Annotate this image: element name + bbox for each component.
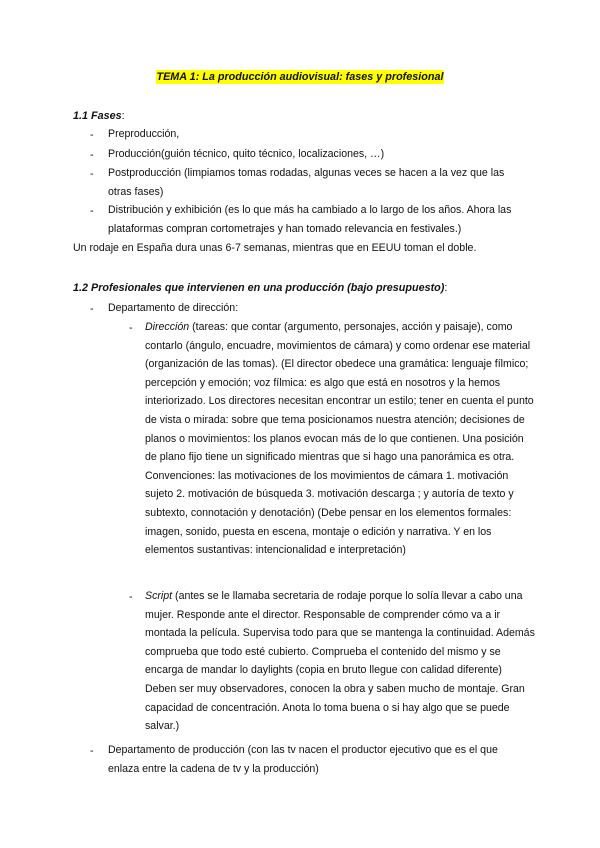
bullet-dash: - [129, 322, 133, 334]
section-heading-profesionales-text: 1.2 Profesionales que intervienen en una producción (bajo presupuesto) [73, 282, 445, 294]
direccion-text: (tareas: que contar (argumento, personajes, acción y paisaje), como contarlo (ángulo, encuadre, movimientos de cámara) y como ordenar ese material (organización de las tomas). (El director obedece una gramática: lenguaje fílmico; percepción y emoción; voz fílmica: es algo que está en nosotros y la hemos interiorizado. Los directores necesitan encontrar un estilo; tener en cuenta el punto de vista o mirada: sobre que tema posicionamos nuestra atención; decisiones de planos o movimientos: los planos evocan más de lo que contienen. Una posición de plano fijo tiene un significado mientras que si hago una panorámica es otra. Convenciones: las motivaciones de los movimientos de cámara 1. motivación sujeto 2. motivación de búsqueda 3. motivación descarga ; y autoría de texto y subtexto, connotación y denotación) (Debe pensar en los elementos formales: imagen, sonido, puesta en escena, montaje o edición y narrativa. Y en los elementos sustantivas: intencionalidad e interpretación) [145, 321, 534, 557]
script-label: Script [145, 590, 173, 602]
direccion-paragraph [145, 318, 535, 560]
bullet-dash: - [90, 303, 94, 315]
dept-direccion: Departamento de dirección: [108, 302, 239, 314]
list-item: Producción(guión técnico, quito técnico, localizaciones, …) [108, 148, 385, 160]
script-text: (antes se le llamaba secretaria de rodaje porque lo solía llevar a cabo una mujer. Responde ante el director. Responsable de comprender cómo va a ir montada la película. Supervisa todo para que se mantenga la continuidad. Además comprueba que todo esté cubierto. Comprueba el contenido del mismo y se encarga de mandar lo daylights (copia en bruto llegue con calidad diferente) Deben ser muy observadores, conocen la obra y saben mucho de montaje. Gran capacidad de concentración. Anota lo toma buena o si hay algo que se puede salvar.) [145, 590, 535, 733]
bullet-dash: - [90, 149, 94, 161]
script-paragraph [145, 587, 535, 736]
page-title-text: TEMA 1: La producción audiovisual: fases y profesional [156, 71, 444, 83]
section-heading-fases [73, 110, 125, 122]
list-item: Distribución y exhibición (es lo que más ha cambiado a lo largo de los años. Ahora las plataformas compran cortometrajes y han tomado relevancia en festivales.) [108, 204, 512, 235]
direccion-label: Dirección [145, 321, 190, 333]
bullet-dash: - [129, 591, 133, 603]
bullet-dash: - [90, 129, 94, 141]
page-title [0, 71, 600, 83]
rodaje-note: Un rodaje en España dura unas 6-7 semanas, mientras que en EEUU toman el doble. [73, 242, 477, 254]
heading-colon: : [121, 110, 125, 122]
dept-produccion: Departamento de producción (con las tv nacen el productor ejecutivo que es el que enlaza entre la cadena de tv y la producción) [108, 744, 498, 775]
section-heading-fases-text: 1.1 Fases [73, 110, 122, 122]
bullet-dash: - [90, 205, 94, 217]
bullet-dash: - [90, 745, 94, 757]
section-heading-profesionales [73, 282, 447, 294]
list-item: Postproducción (limpiamos tomas rodadas, algunas veces se hacen a la vez que las otras fases) [108, 167, 505, 198]
bullet-dash: - [90, 168, 94, 180]
list-item: Preproducción, [108, 128, 180, 140]
heading-colon: : [444, 282, 448, 294]
